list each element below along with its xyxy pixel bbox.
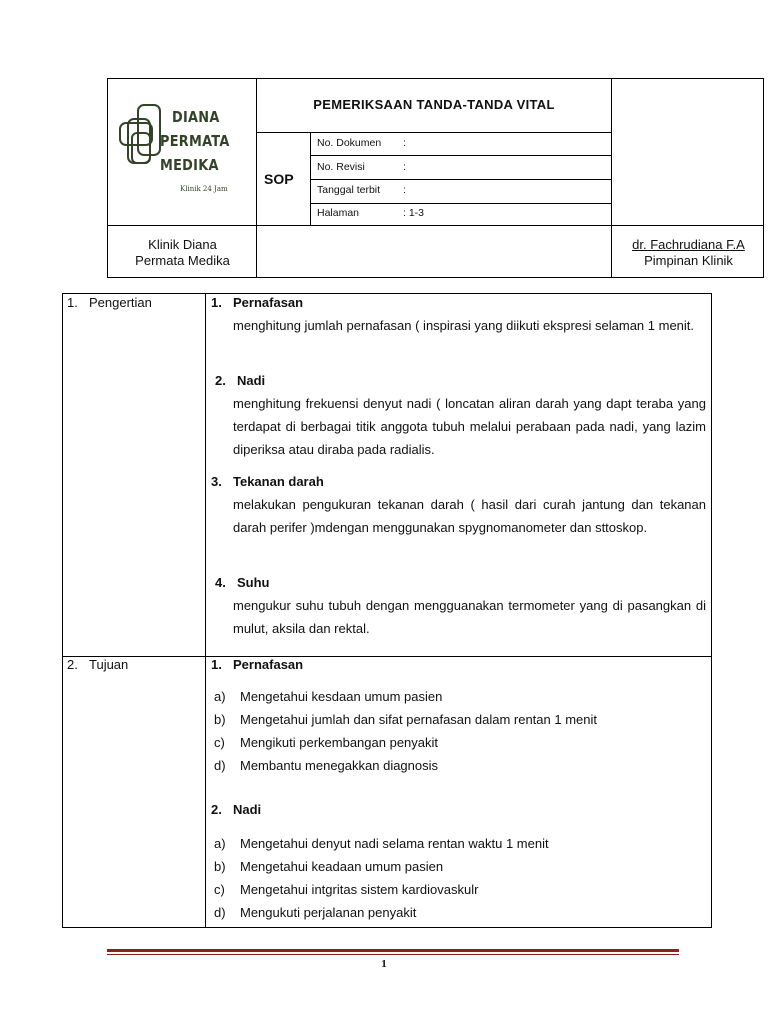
list-item [214, 859, 443, 874]
sop-label: SOP [264, 171, 294, 187]
section-heading [215, 373, 265, 388]
section-title: Suhu [237, 575, 270, 590]
list-marker: b) [214, 859, 226, 874]
section-number: 1. [211, 657, 222, 672]
sop-content-table [62, 293, 712, 928]
section-heading [211, 295, 303, 310]
logo-subtitle: Klinik 24 Jam [180, 185, 228, 193]
list-item [214, 905, 416, 920]
page-number: 1 [381, 958, 387, 970]
section-text: menghitung jumlah pernafasan ( inspirasi yang diikuti ekspresi selaman 1 menit. [233, 318, 695, 333]
section-title: Pernafasan [233, 657, 304, 672]
section-number: 2. [215, 373, 226, 388]
signer-title: Pimpinan Klinik [644, 253, 733, 268]
list-item [214, 735, 438, 750]
list-text: Mengetahui intgritas sistem kardiovaskulr [240, 882, 479, 897]
list-item [214, 882, 478, 897]
meta-label: Halaman [317, 207, 360, 219]
section-number: 3. [211, 474, 222, 489]
section-title: Tekanan darah [233, 474, 324, 489]
section-heading [211, 657, 303, 672]
row-number: 1. [67, 295, 78, 310]
list-marker: a) [214, 689, 226, 704]
section-heading [211, 802, 261, 817]
row-label-pengertian [67, 295, 152, 310]
grid-line [256, 132, 611, 133]
section-title: Nadi [237, 373, 266, 388]
grid-line [310, 155, 611, 156]
list-marker: b) [214, 712, 226, 727]
clinic-name-line1: Klinik Diana [148, 237, 217, 252]
section-title: Pernafasan [233, 295, 304, 310]
list-item [214, 758, 438, 773]
clinic-name [108, 237, 257, 269]
section-number: 1. [211, 295, 222, 310]
section-number: 2. [211, 802, 222, 817]
signer-block [612, 237, 765, 269]
clinic-logo [116, 101, 256, 211]
grid-line [310, 179, 611, 180]
section-heading [215, 575, 270, 590]
row-label-text: Pengertian [89, 295, 152, 310]
logo-text-line2: PERMATA [160, 132, 230, 150]
list-marker: d) [214, 905, 226, 920]
section-text: melakukan pengukuran tekanan darah ( hasil dari curah jantung dan tekanan darah perifer )mdengan menggunakan spygnomanometer dan sttoskop. [233, 497, 706, 535]
footer-rule [107, 949, 679, 952]
clinic-name-line2: Permata Medika [135, 253, 230, 268]
meta-value: : [403, 184, 406, 196]
meta-label: No. Revisi [317, 161, 365, 173]
list-text: Mengetahui denyut nadi selama rentan waktu 1 menit [240, 836, 549, 851]
logo-text-line1: DIANA [172, 108, 220, 126]
list-item [214, 836, 549, 851]
list-marker: c) [214, 735, 225, 750]
document-title: PEMERIKSAAN TANDA-TANDA VITAL [313, 97, 555, 112]
section-heading [211, 474, 324, 489]
grid-line [310, 203, 611, 204]
meta-value: : [403, 137, 406, 149]
row-label-tujuan [67, 657, 128, 672]
list-marker: a) [214, 836, 226, 851]
column-divider [205, 294, 206, 927]
grid-line [108, 225, 764, 226]
list-text: Mengikuti perkembangan penyakit [240, 735, 439, 750]
list-text: Mengukuti perjalanan penyakit [240, 905, 417, 920]
sop-header-table [107, 78, 764, 278]
list-item [214, 689, 442, 704]
section-number: 4. [215, 575, 226, 590]
logo-text-line3: MEDIKA [160, 156, 219, 174]
list-text: Mengetahui jumlah dan sifat pernafasan dalam rentan 1 menit [240, 712, 597, 727]
meta-label: Tanggal terbit [317, 184, 381, 196]
section-title: Nadi [233, 802, 262, 817]
signer-name: dr. Fachrudiana F.A [632, 237, 745, 252]
list-marker: c) [214, 882, 225, 897]
list-text: Membantu menegakkan diagnosis [240, 758, 439, 773]
footer-rule-thin [107, 954, 679, 955]
section-text: mengukur suhu tubuh dengan mengguanakan termometer yang di pasangkan di mulut, aksila dan rektal. [233, 598, 706, 636]
list-item [214, 712, 597, 727]
meta-value: : [403, 161, 406, 173]
meta-label: No. Dokumen [317, 137, 382, 149]
list-marker: d) [214, 758, 226, 773]
meta-value: : 1-3 [403, 207, 425, 219]
list-text: Mengetahui kesdaan umum pasien [240, 689, 443, 704]
row-label-text: Tujuan [89, 657, 129, 672]
row-divider [63, 656, 711, 657]
row-number: 2. [67, 657, 78, 672]
list-text: Mengetahui keadaan umum pasien [240, 859, 444, 874]
section-text: menghitung frekuensi denyut nadi ( loncatan aliran darah yang dapt teraba yang terdapat di berbagai titik anggota tubuh melalui perabaan pada nadi, yang lazim diperiksa atau diraba pada radialis. [233, 396, 706, 457]
